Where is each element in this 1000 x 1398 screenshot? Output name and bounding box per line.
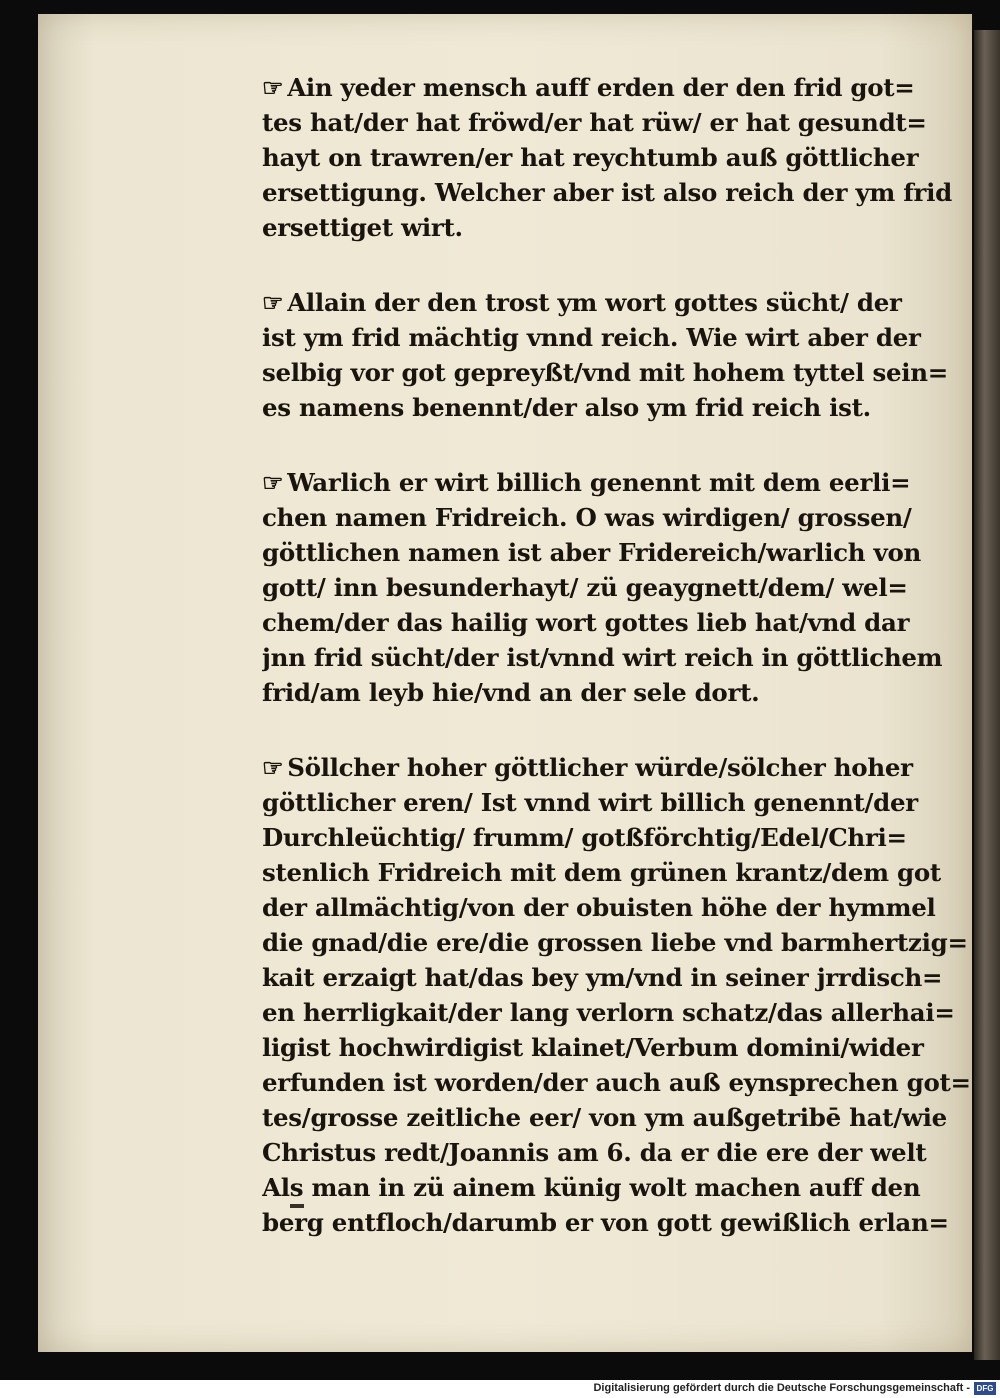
text-line: jnn frid sücht/der ist/vnnd wirt reich in göttlichem bbox=[262, 643, 943, 672]
text-line: chem/der das hailig wort gottes lieb hat/vnd dar bbox=[262, 608, 910, 637]
paragraph-4 bbox=[262, 750, 972, 1240]
text-line: ligist hochwirdigist klainet/Verbum domini/wider bbox=[262, 1033, 924, 1062]
text-line: ☞ Allain der den trost ym wort gottes sücht/ der bbox=[262, 285, 972, 320]
text-line: berg entfloch/darumb er von gott gewißlich erlan= bbox=[262, 1208, 949, 1237]
pointing-hand-icon: ☞ bbox=[262, 288, 284, 317]
text-line: ☞ Söllcher hoher göttlicher würde/sölcher hoher bbox=[262, 750, 972, 785]
text-line: göttlicher eren/ Ist vnnd wirt billich genennt/der bbox=[262, 788, 918, 817]
text-line: gott/ inn besunderhayt/ zü geaygnett/dem/ wel= bbox=[262, 573, 908, 602]
text-line: ersettiget wirt. bbox=[262, 213, 463, 242]
paragraph-3 bbox=[262, 465, 972, 710]
text-line: frid/am leyb hie/vnd an der sele dort. bbox=[262, 678, 760, 707]
footer-bar bbox=[0, 1380, 1000, 1398]
text-line: selbig vor got gepreyßt/vnd mit hohem tyttel sein= bbox=[262, 358, 949, 387]
paragraph-2 bbox=[262, 285, 972, 425]
pointing-hand-icon: ☞ bbox=[262, 468, 284, 497]
text-line: tes hat/der hat fröwd/er hat rüw/ er hat gesundt= bbox=[262, 108, 927, 137]
text-line: chen namen Fridreich. O was wirdigen/ grossen/ bbox=[262, 503, 912, 532]
text-line: kait erzaigt hat/das bey ym/vnd in seiner jrrdisch= bbox=[262, 963, 943, 992]
text-line: ☞ Ain yeder mensch auff erden der den frid got= bbox=[262, 70, 972, 105]
text-line: Als man in zü ainem künig wolt machen auff den bbox=[262, 1173, 921, 1202]
text-block bbox=[262, 70, 972, 1280]
pointing-hand-icon: ☞ bbox=[262, 753, 284, 782]
text-line: Christus redt/Joannis am 6. da er die ere der welt bbox=[262, 1138, 927, 1167]
text-line: hayt on trawren/er hat reychtumb auß göttlicher bbox=[262, 143, 919, 172]
text-line: en herrligkait/der lang verlorn schatz/das allerhai= bbox=[262, 998, 955, 1027]
funding-notice: Digitalisierung gefördert durch die Deutsche Forschungsgemeinschaft - bbox=[593, 1382, 970, 1394]
text-line: die gnad/die ere/die grossen liebe vnd barmhertzig= bbox=[262, 928, 968, 957]
text-line: ersettigung. Welcher aber ist also reich der ym frid bbox=[262, 178, 952, 207]
dfg-logo-icon: DFG bbox=[974, 1382, 996, 1395]
pointing-hand-icon: ☞ bbox=[262, 73, 284, 102]
text-line: tes/grosse zeitliche eer/ von ym außgetribē hat/wie bbox=[262, 1103, 947, 1132]
text-line: der allmächtig/von der obuisten höhe der hymmel bbox=[262, 893, 936, 922]
text-line: göttlichen namen ist aber Fridereich/warlich von bbox=[262, 538, 922, 567]
catchword-mark bbox=[290, 1204, 304, 1208]
text-line: es namens benennt/der also ym frid reich ist. bbox=[262, 393, 871, 422]
text-line: erfunden ist worden/der auch auß eynsprechen got= bbox=[262, 1068, 971, 1097]
text-line: stenlich Fridreich mit dem grünen krantz/dem got bbox=[262, 858, 941, 887]
text-line: ☞ Warlich er wirt billich genennt mit dem eerli= bbox=[262, 465, 972, 500]
text-line: ist ym frid mächtig vnnd reich. Wie wirt aber der bbox=[262, 323, 921, 352]
book-edge bbox=[974, 30, 1000, 1360]
paragraph-1 bbox=[262, 70, 972, 245]
text-line: Durchleüchtig/ frumm/ gotßförchtig/Edel/Chri= bbox=[262, 823, 907, 852]
